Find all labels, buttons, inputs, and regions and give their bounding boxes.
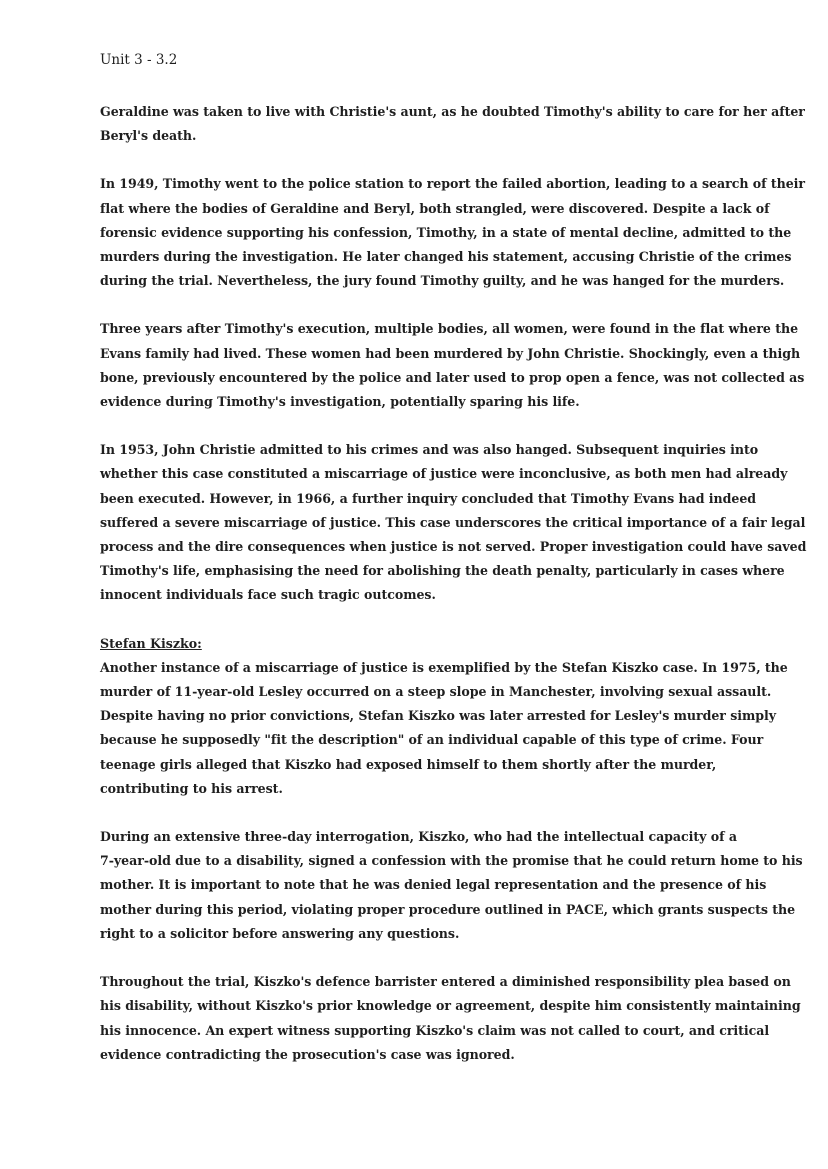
- paragraph-line: during the trial. Nevertheless, the jury found Timothy guilty, and he was hanged for the murders.: [100, 273, 785, 289]
- paragraph-kiszko-intro: [100, 656, 788, 801]
- paragraph-line: teenage girls alleged that Kiszko had exposed himself to them shortly after the murder,: [100, 756, 717, 772]
- paragraph-line: Three years after Timothy's execution, multiple bodies, all women, were found in the flat where the: [100, 321, 799, 337]
- paragraph-line: Timothy's life, emphasising the need for abolishing the death penalty, particularly in cases where: [100, 563, 785, 579]
- paragraph-line: forensic evidence supporting his confession, Timothy, in a state of mental decline, admitted to the: [100, 224, 792, 240]
- paragraph-line: his innocence. An expert witness supporting Kiszko's claim was not called to court, and critical: [100, 1022, 770, 1038]
- paragraph-line: In 1949, Timothy went to the police station to report the failed abortion, leading to a search of their: [100, 176, 805, 192]
- paragraph-line: murder of 11-year-old Lesley occurred on a steep slope in Manchester, involving sexual assault.: [100, 684, 772, 700]
- paragraph-line: evidence during Timothy's investigation, potentially sparing his life.: [100, 394, 580, 410]
- paragraph-line: Evans family had lived. These women had been murdered by John Christie. Shockingly, even a thigh: [100, 345, 801, 361]
- paragraph-line: murders during the investigation. He later changed his statement, accusing Christie of the crimes: [100, 249, 792, 265]
- paragraph-line: innocent individuals face such tragic outcomes.: [100, 587, 436, 603]
- paragraph-line: bone, previously encountered by the police and later used to prop open a fence, was not collected as: [100, 369, 805, 385]
- paragraph-geraldine: [100, 100, 805, 148]
- section-title-stefan-kiszko: Stefan Kiszko:: [100, 635, 202, 651]
- unit-header: Unit 3 - 3.2: [100, 52, 178, 68]
- paragraph-line: Despite having no prior convictions, Stefan Kiszko was later arrested for Lesley's murder simply: [100, 708, 777, 724]
- paragraph-1953: [100, 438, 807, 607]
- paragraph-line: suffered a severe miscarriage of justice. This case underscores the critical importance of a fair legal: [100, 514, 806, 530]
- paragraph-line: because he supposedly "fit the description" of an individual capable of this type of crime. Four: [100, 732, 764, 748]
- paragraph-line: contributing to his arrest.: [100, 780, 283, 796]
- paragraph-line: right to a solicitor before answering any questions.: [100, 925, 460, 941]
- paragraph-line: During an extensive three-day interrogation, Kiszko, who had the intellectual capacity of a: [100, 829, 737, 845]
- paragraph-line: 7-year-old due to a disability, signed a confession with the promise that he could return home to his: [100, 853, 803, 869]
- paragraph-1949: [100, 172, 805, 293]
- paragraph-line: Geraldine was taken to live with Christie's aunt, as he doubted Timothy's ability to care for her after: [100, 104, 805, 119]
- paragraph-interrogation: [100, 825, 803, 946]
- paragraph-line: mother. It is important to note that he was denied legal representation and the presence of his: [100, 877, 767, 893]
- paragraph-line: been executed. However, in 1966, a further inquiry concluded that Timothy Evans had indeed: [100, 490, 757, 506]
- paragraph-line: evidence contradicting the prosecution's case was ignored.: [100, 1046, 515, 1062]
- paragraph-line: flat where the bodies of Geraldine and Beryl, both strangled, were discovered. Despite a lack of: [100, 200, 770, 216]
- paragraph-trial: [100, 970, 801, 1067]
- paragraph-line: mother during this period, violating proper procedure outlined in PACE, which grants suspects the: [100, 901, 796, 917]
- paragraph-line: In 1953, John Christie admitted to his crimes and was also hanged. Subsequent inquiries into: [100, 442, 759, 458]
- paragraph-line: process and the dire consequences when justice is not served. Proper investigation could have saved: [100, 539, 807, 555]
- document-page: [100, 50, 807, 1091]
- paragraph-line: Throughout the trial, Kiszko's defence barrister entered a diminished responsibility plea based on: [100, 974, 791, 990]
- paragraph-line: Another instance of a miscarriage of justice is exemplified by the Stefan Kiszko case. In 1975, the: [100, 659, 788, 675]
- paragraph-three-years: [100, 317, 805, 414]
- paragraph-line: Beryl's death.: [100, 128, 197, 144]
- paragraph-line: his disability, without Kiszko's prior knowledge or agreement, despite him consistently maintaining: [100, 998, 801, 1014]
- paragraph-line: whether this case constituted a miscarriage of justice were inconclusive, as both men had already: [100, 466, 788, 482]
